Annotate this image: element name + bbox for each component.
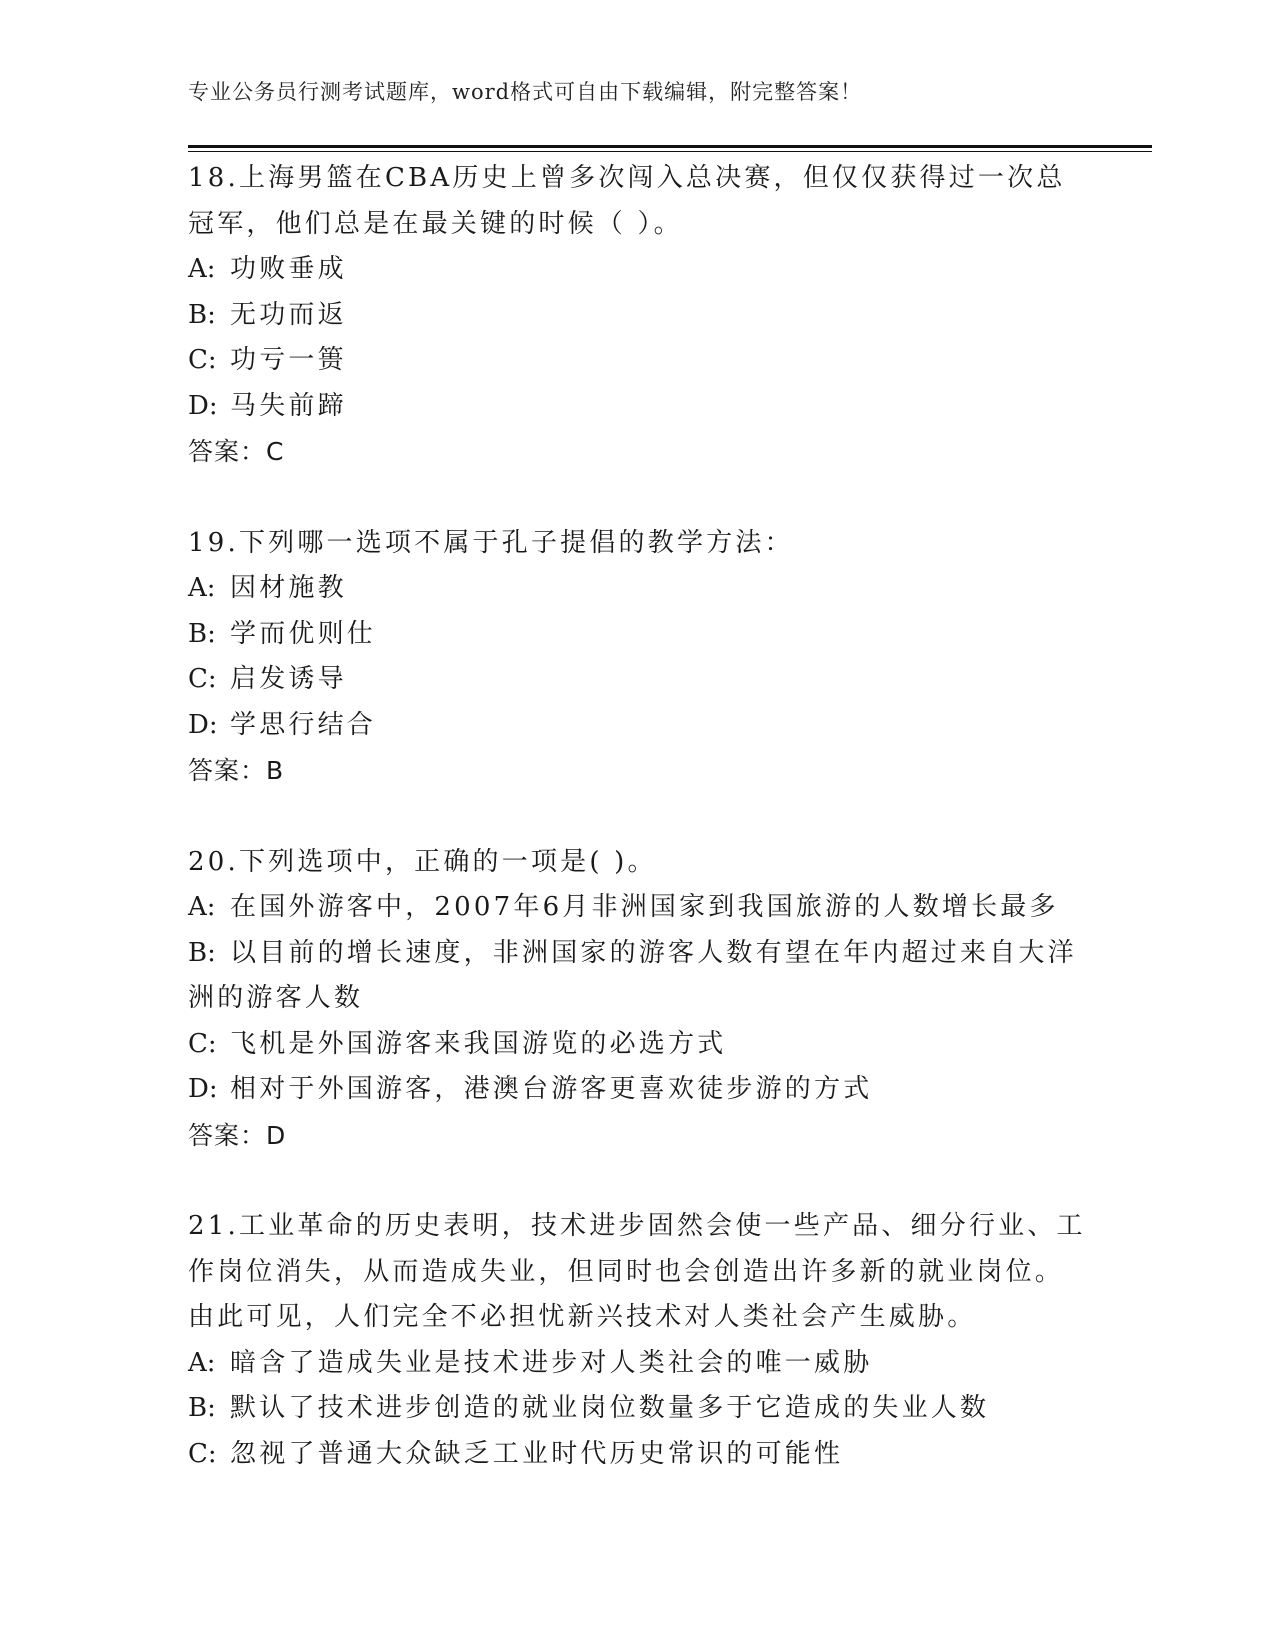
option-text: 学而优则仕 xyxy=(230,618,377,649)
option-text: 功亏一篑 xyxy=(230,345,347,375)
option-text: 以目前的增长速度，非洲国家的游客人数有望在年内超过来自大洋洲的游客人数 xyxy=(188,937,1077,1013)
answer-line: 答案：C xyxy=(188,437,285,466)
option-b xyxy=(188,612,1088,658)
option-text: 忽视了普通大众缺乏工业时代历史常识的可能性 xyxy=(230,1438,844,1469)
option-text: 启发诱导 xyxy=(230,664,347,694)
option-key: B: xyxy=(188,299,216,330)
option-b xyxy=(188,1386,1088,1432)
option-key: D: xyxy=(188,709,218,740)
option-text: 功败垂成 xyxy=(230,254,347,284)
option-text: 暗含了造成失业是技术进步对人类社会的唯一威胁 xyxy=(230,1347,873,1378)
question-20 xyxy=(188,840,1088,1159)
question-stem: 21.工业革命的历史表明，技术进步固然会使一些产品、细分行业、工作岗位消失，从而造成失业，但同时也会创造出许多新的就业岗位。由此可见，人们完全不必担忧新兴技术对人类社会产生威胁。 xyxy=(188,1211,1086,1332)
option-text: 无功而返 xyxy=(230,299,347,330)
header-rule-thin xyxy=(188,151,1152,152)
option-key: A: xyxy=(188,254,216,284)
option-key: B: xyxy=(188,937,216,968)
option-d xyxy=(188,1067,1088,1113)
option-b xyxy=(188,931,1088,1022)
option-key: D: xyxy=(188,390,218,421)
option-a xyxy=(188,566,1088,612)
header-rule-thick xyxy=(188,145,1152,148)
option-c xyxy=(188,338,1088,384)
option-key: C: xyxy=(188,1438,217,1469)
option-text: 默认了技术进步创造的就业岗位数量多于它造成的失业人数 xyxy=(230,1393,990,1423)
question-stem: 20.下列选项中，正确的一项是( )。 xyxy=(188,846,657,877)
option-c xyxy=(188,1432,1088,1478)
question-list xyxy=(188,156,1088,1523)
option-key: A: xyxy=(188,892,216,922)
question-stem: 19.下列哪一选项不属于孔子提倡的教学方法： xyxy=(188,527,794,558)
option-text: 飞机是外国游客来我国游览的必选方式 xyxy=(230,1028,727,1059)
option-key: D: xyxy=(188,1074,218,1104)
answer-line: 答案：D xyxy=(188,1120,287,1150)
option-key: C: xyxy=(188,664,217,694)
option-key: B: xyxy=(188,618,216,649)
option-a xyxy=(188,1341,1088,1387)
option-key: C: xyxy=(188,1028,217,1059)
option-a xyxy=(188,885,1088,931)
option-key: B: xyxy=(188,1393,216,1423)
option-c xyxy=(188,1022,1088,1068)
option-c xyxy=(188,657,1088,703)
question-stem: 18.上海男篮在CBA历史上曾多次闯入总决赛，但仅仅获得过一次总冠军，他们总是在最关键的时候（ ）。 xyxy=(188,163,1066,239)
option-text: 因材施教 xyxy=(230,573,347,603)
option-a xyxy=(188,247,1088,293)
question-18 xyxy=(188,156,1088,475)
option-key: C: xyxy=(188,345,217,375)
option-d xyxy=(188,384,1088,430)
page-header: 专业公务员行测考试题库，word格式可自由下载编辑，附完整答案！ xyxy=(188,80,863,104)
option-key: A: xyxy=(188,573,216,603)
option-text: 在国外游客中，2007年6月非洲国家到我国旅游的人数增长最多 xyxy=(230,892,1059,922)
option-text: 相对于外国游客，港澳台游客更喜欢徒步游的方式 xyxy=(230,1074,873,1104)
option-d xyxy=(188,703,1088,749)
question-19 xyxy=(188,521,1088,794)
option-b xyxy=(188,293,1088,339)
option-text: 学思行结合 xyxy=(230,709,377,740)
question-21 xyxy=(188,1204,1088,1477)
answer-line: 答案：B xyxy=(188,756,285,785)
option-key: A: xyxy=(188,1347,216,1378)
option-text: 马失前蹄 xyxy=(230,390,347,421)
